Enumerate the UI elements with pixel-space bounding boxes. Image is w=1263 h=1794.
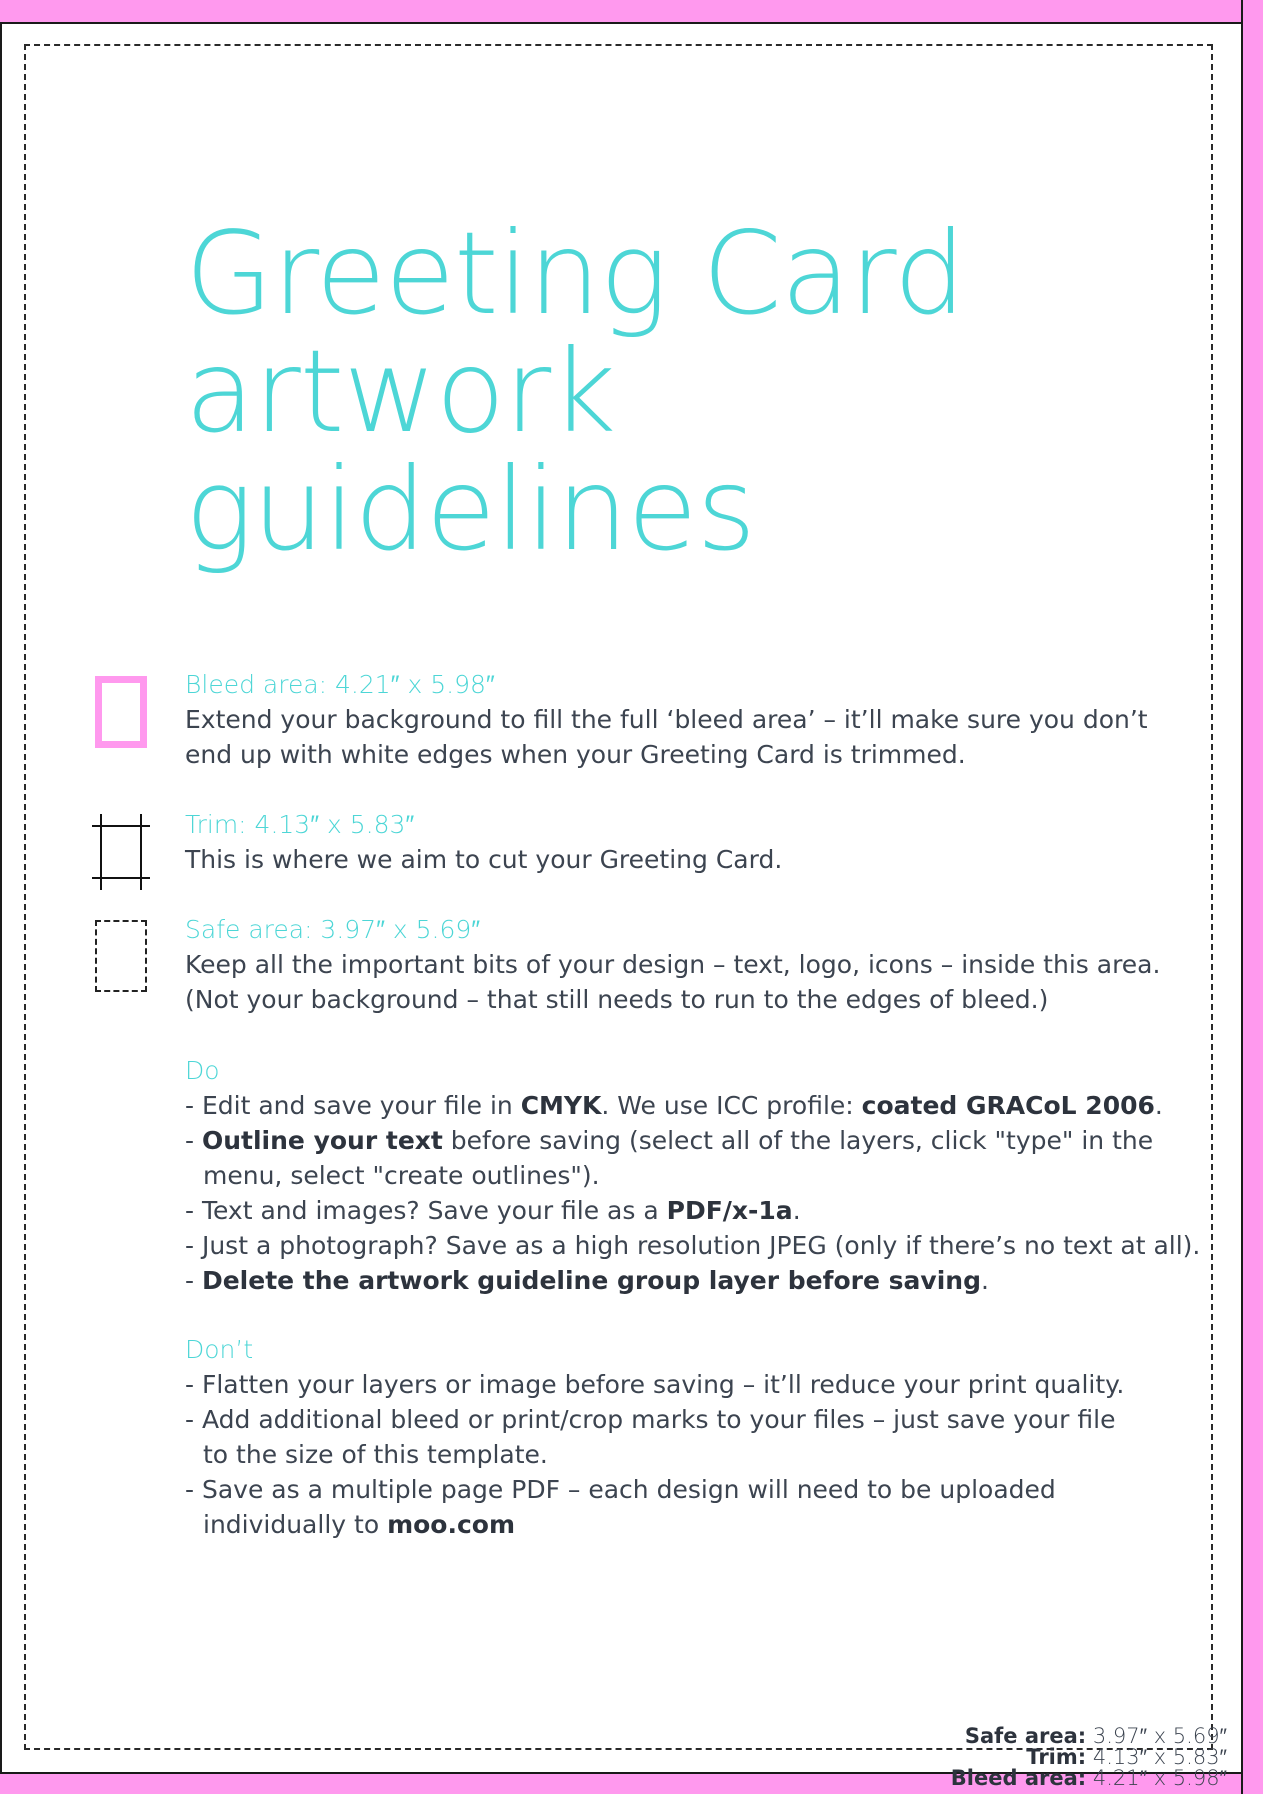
list-item: - Delete the artwork guideline group layer before saving. [185, 1266, 989, 1295]
do-label: Do [185, 1056, 220, 1085]
list-item: - Outline your text before saving (select all of the layers, click "type" in the [185, 1126, 1154, 1155]
safe-dimension: Safe area: 3.97″ x 5.69″ [964, 1724, 1227, 1748]
safe-label: Safe area: 3.97″ x 5.69″ [185, 915, 481, 944]
trim-section [185, 808, 1145, 877]
moo-link-text: moo.com [387, 1510, 516, 1539]
title-line: guidelines [185, 443, 755, 576]
text-line: Extend your background to fill the full ‘bleed area’ – it’ll make sure you don’t [185, 705, 1148, 734]
dont-label: Don’t [185, 1335, 254, 1364]
safe-section [185, 913, 1161, 1017]
list-item: - Add additional bleed or print/crop marks to your files – just save your file [185, 1405, 1116, 1434]
list-item: - Text and images? Save your file as a PDF/x-1a. [185, 1196, 801, 1225]
bleed-description [185, 702, 1148, 772]
safe-area-icon [95, 920, 147, 992]
dimension-labels [951, 1726, 1227, 1789]
text-line: Keep all the important bits of your design – text, logo, icons – inside this area. [185, 950, 1161, 979]
list-item: - Flatten your layers or image before saving – it’ll reduce your print quality. [185, 1370, 1125, 1399]
text-line: This is where we aim to cut your Greeting Card. [185, 845, 783, 874]
dont-list [185, 1367, 1145, 1542]
trim-line-right [1241, 0, 1243, 1794]
trim-label: Trim: 4.13″ x 5.83″ [185, 810, 415, 839]
page-title [185, 207, 1085, 576]
trim-marks-icon [92, 814, 150, 890]
bleed-band-top [0, 0, 1263, 22]
bleed-area-icon [95, 676, 147, 748]
text-line: end up with white edges when your Greeting Card is trimmed. [185, 740, 966, 769]
list-item: - Save as a multiple page PDF – each design will need to be uploaded [185, 1475, 1056, 1504]
do-list [185, 1088, 1201, 1298]
bleed-dimension: Bleed area: 4.21″ x 5.98″ [950, 1766, 1227, 1790]
trim-dimension: Trim: 4.13″ x 5.83″ [1026, 1745, 1227, 1769]
list-item-continued: menu, select "create outlines"). [203, 1161, 600, 1190]
dont-section [185, 1333, 1145, 1542]
list-item: - Edit and save your file in CMYK. We use ICC profile: coated GRACoL 2006. [185, 1091, 1163, 1120]
trim-description [185, 842, 1145, 877]
list-item-continued: individually to moo.com [203, 1510, 516, 1539]
list-item: - Just a photograph? Save as a high resolution JPEG (only if there’s no text at all). [185, 1231, 1201, 1260]
title-line: Greeting Card [185, 207, 965, 340]
do-section [185, 1054, 1201, 1298]
bleed-band-right [1243, 0, 1263, 1794]
bleed-section [185, 668, 1148, 772]
trim-line-top [0, 22, 1243, 24]
bleed-label: Bleed area: 4.21″ x 5.98″ [185, 670, 495, 699]
title-line: artwork [185, 325, 616, 458]
text-line: (Not your background – that still needs to run to the edges of bleed.) [185, 985, 1049, 1014]
safe-description [185, 947, 1161, 1017]
trim-line-left [0, 22, 2, 1774]
list-item-continued: to the size of this template. [203, 1440, 548, 1469]
